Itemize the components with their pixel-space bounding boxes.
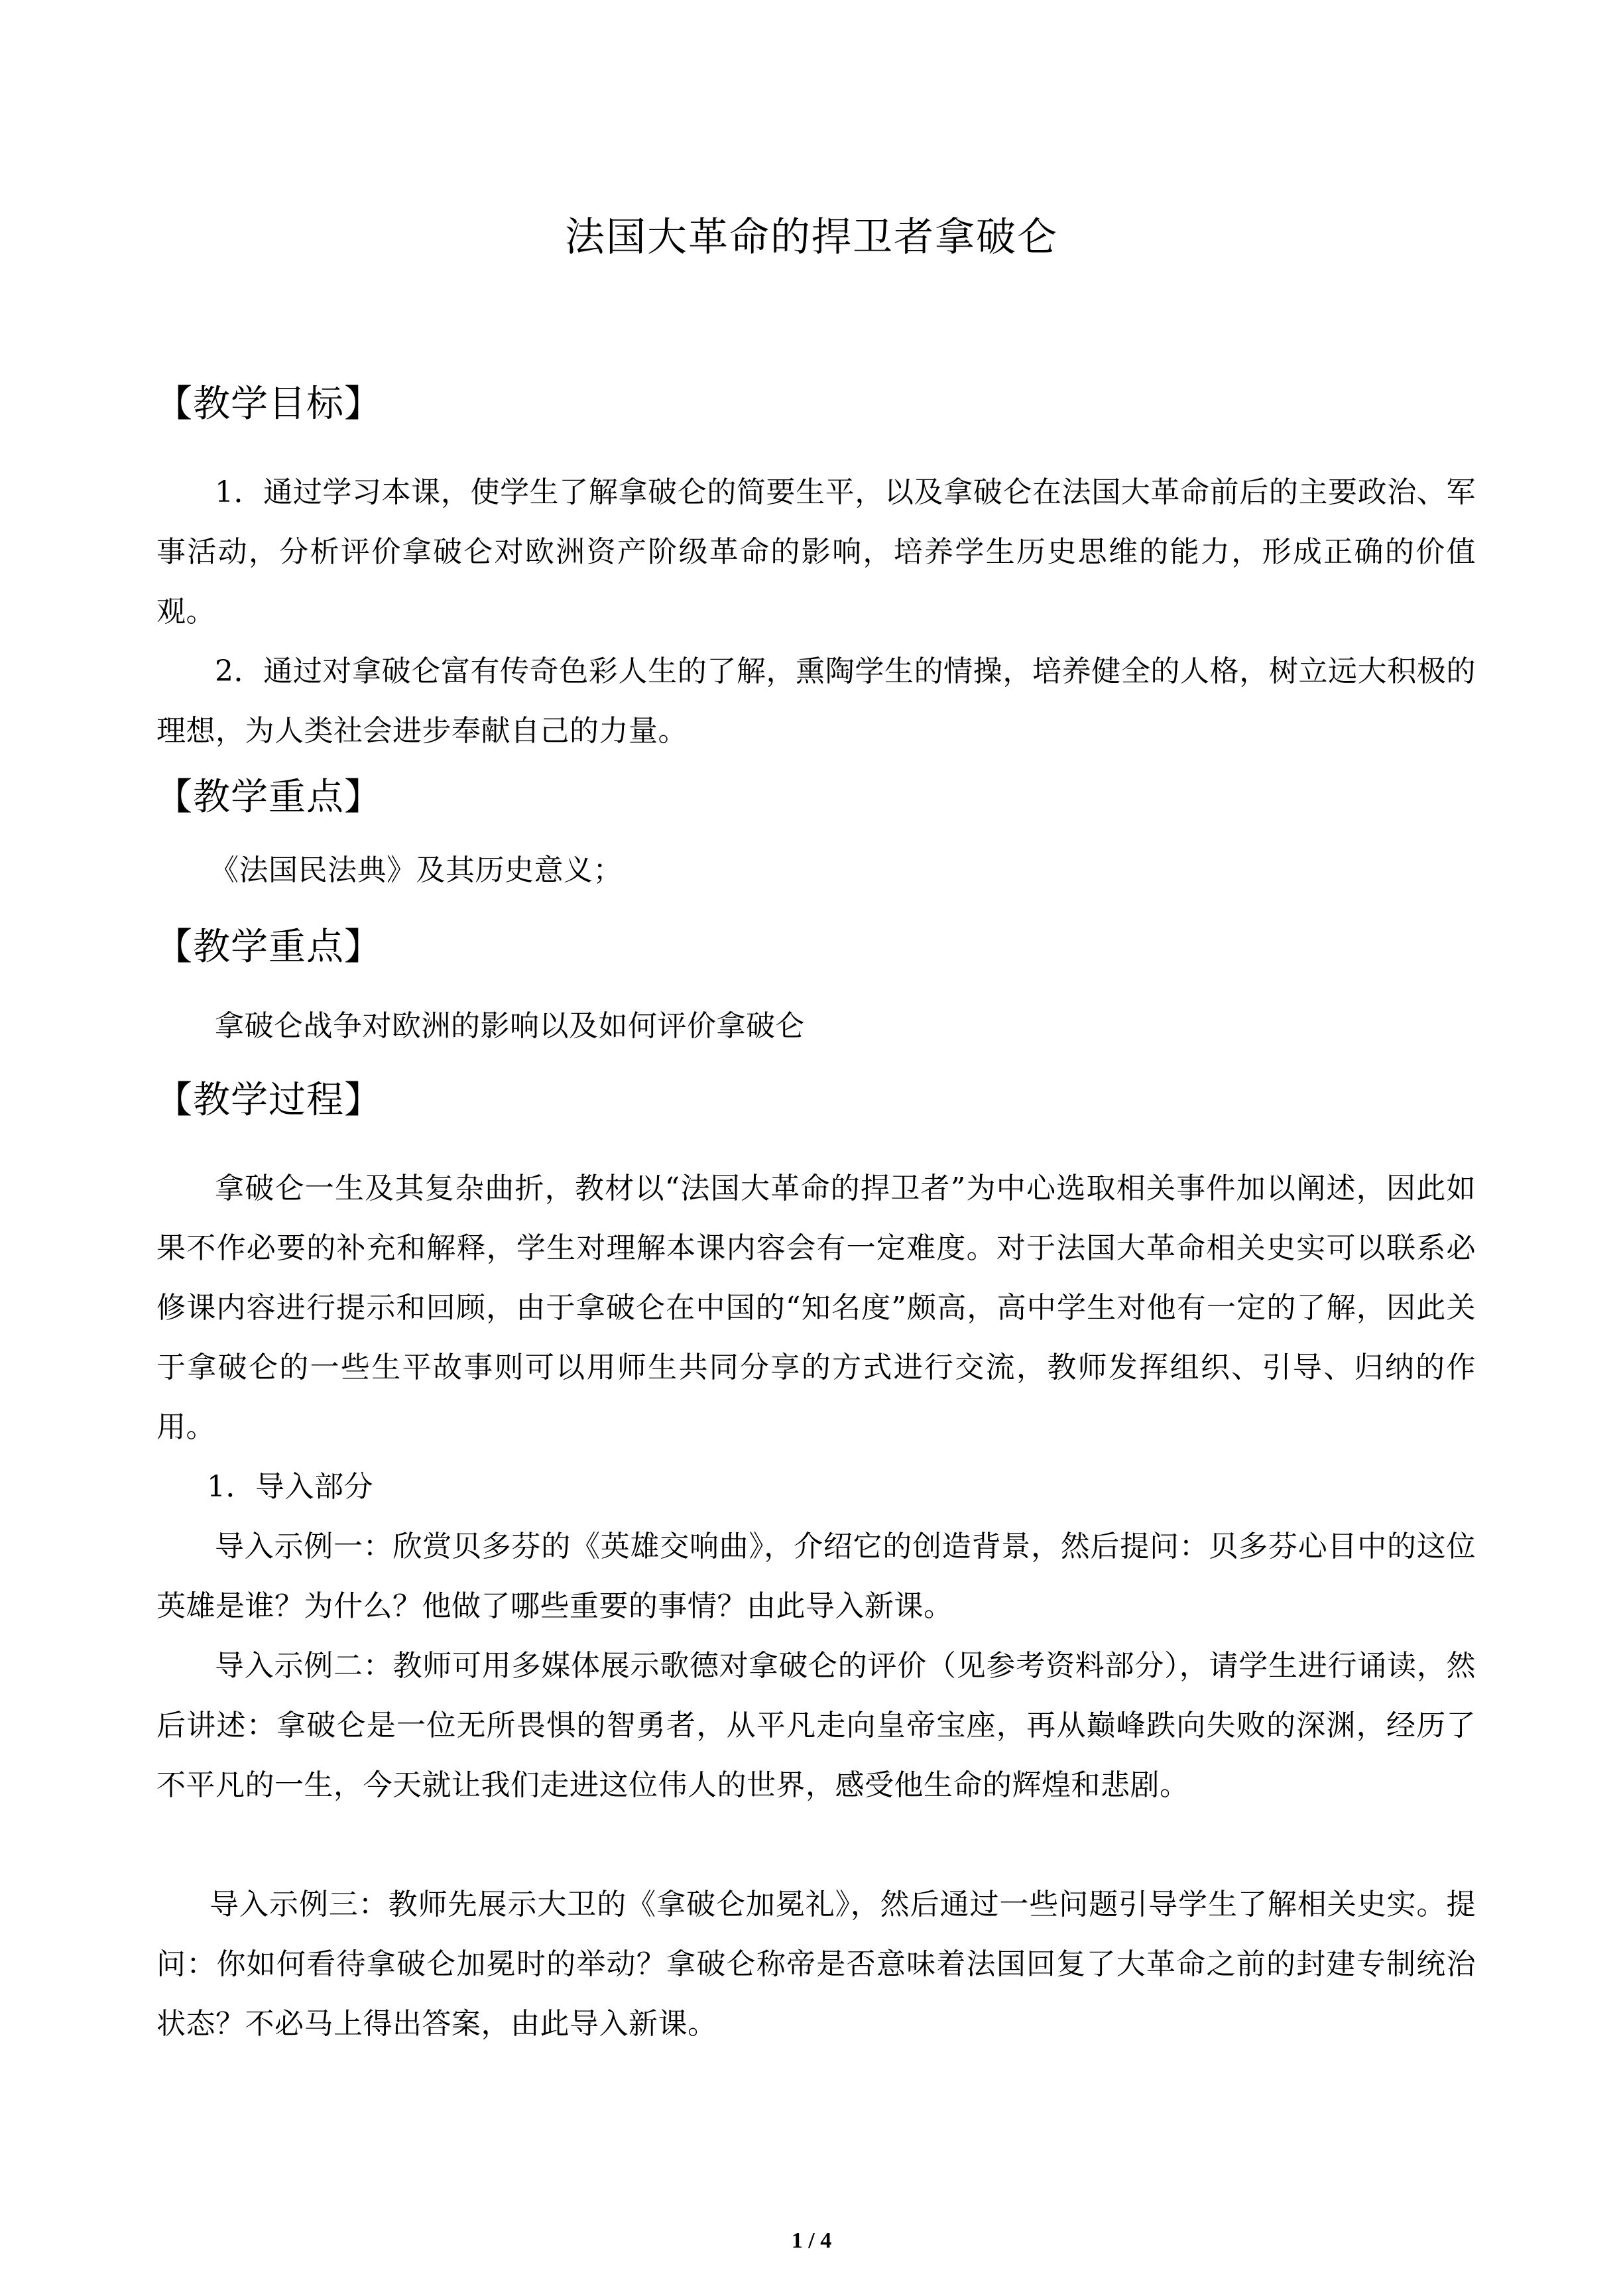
intro-example-1: 导入示例一：欣赏贝多芬的《英雄交响曲》，介绍它的创造背景，然后提问：贝多芬心目中的这位英雄是谁？为什么？他做了哪些重要的事情？由此导入新课。 bbox=[156, 1530, 1476, 1623]
section-heading-teaching-process: 【教学过程】 bbox=[155, 1079, 382, 1122]
intro-example-2: 导入示例二：教师可用多媒体展示歌德对拿破仑的评价（见参考资料部分），请学生进行诵读，然后讲述：拿破仑是一位无所畏惧的智勇者，从平凡走向皇帝宝座，再从巅峰跌向失败的深渊，经历了不平凡的一生，今天就让我们走进这位伟人的世界，感受他生命的辉煌和悲剧。 bbox=[156, 1649, 1476, 1802]
section-heading-teaching-objectives: 【教学目标】 bbox=[155, 383, 382, 426]
section-heading-teaching-focus-2: 【教学重点】 bbox=[155, 926, 382, 969]
objective-paragraph-1: 1．通过学习本课，使学生了解拿破仑的简要生平，以及拿破仑在法国大革命前后的主要政治、军事活动，分析评价拿破仑对欧洲资产阶级革命的影响，培养学生历史思维的能力，形成正确的价值观。 bbox=[156, 475, 1476, 629]
section-heading-teaching-focus-1: 【教学重点】 bbox=[155, 776, 382, 819]
process-intro-paragraph: 拿破仑一生及其复杂曲折，教材以“法国大革命的捍卫者”为中心选取相关事件加以阐述，因此如果不作必要的补充和解释，学生对理解本课内容会有一定难度。对于法国大革命相关史实可以联系必修课内容进行提示和回顾，由于拿破仑在中国的“知名度”颇高，高中学生对他有一定的了解，因此关于拿破仑的一些生平故事则可以用师生共同分享的方式进行交流，教师发挥组织、引导、归纳的作用。 bbox=[156, 1172, 1476, 1444]
objective-paragraph-2: 2．通过对拿破仑富有传奇色彩人生的了解，熏陶学生的情操，培养健全的人格，树立远大积极的理想，为人类社会进步奉献自己的力量。 bbox=[156, 654, 1476, 748]
document-title: 法国大革命的捍卫者拿破仑 bbox=[565, 214, 1058, 261]
page-number: 1 / 4 bbox=[791, 2228, 832, 2253]
process-subheading-introduction: 1．导入部分 bbox=[207, 1470, 373, 1504]
focus-paragraph-1: 《法国民法典》及其历史意义； bbox=[210, 853, 623, 887]
focus-paragraph-2: 拿破仑战争对欧洲的影响以及如何评价拿破仑 bbox=[215, 1009, 805, 1043]
intro-example-3: 导入示例三：教师先展示大卫的《拿破仑加冕礼》，然后通过一些问题引导学生了解相关史实。提问：你如何看待拿破仑加冕时的举动？拿破仑称帝是否意味着法国回复了大革命之前的封建专制统治状态？不必马上得出答案，由此导入新课。 bbox=[156, 1888, 1476, 2041]
